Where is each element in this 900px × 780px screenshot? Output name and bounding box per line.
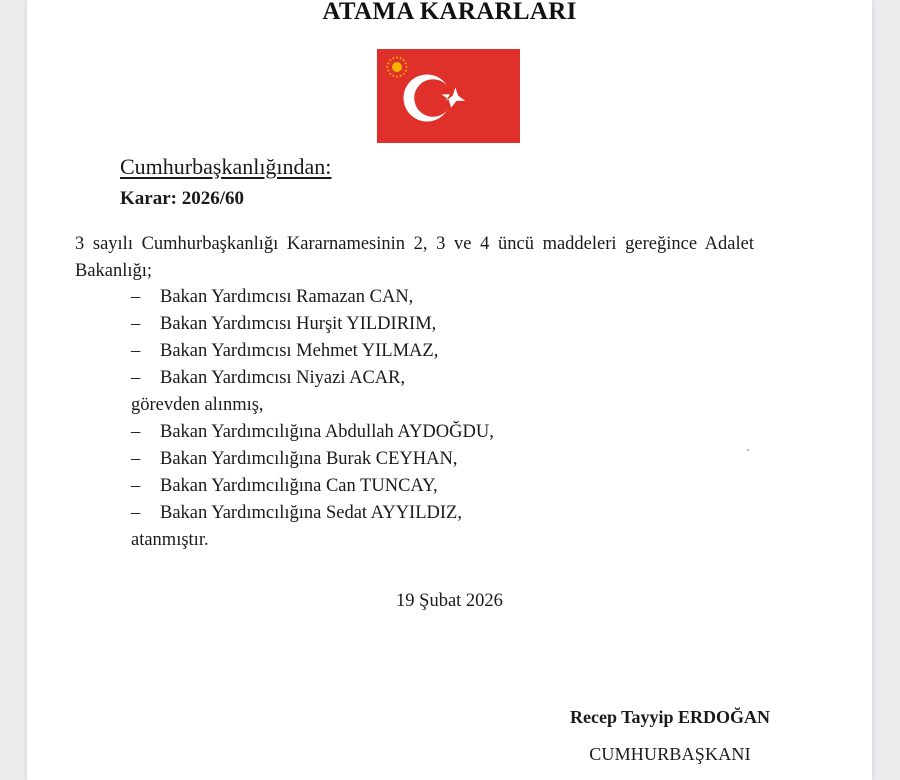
intro-paragraph [75,231,833,285]
issuer-heading: Cumhurbaşkanlığından: [120,154,332,179]
document-page [27,0,872,780]
emblem-star [406,66,408,68]
emblem-star [387,62,389,64]
emblem-star [389,59,391,61]
intro-line-2: Bakanlığı; [75,261,153,281]
emblem-star [392,75,394,77]
signer-title: CUMHURBAŞKANI [589,744,751,764]
emblem-star [396,76,398,78]
dash: – [131,422,141,442]
document-date: 19 Şubat 2026 [396,591,503,611]
list-item-text: Bakan Yardımcısı Mehmet YILMAZ, [160,341,439,361]
list-item-text: Bakan Yardımcılığına Can TUNCAY, [160,476,438,496]
dash: – [131,341,141,361]
emblem-star [403,59,405,61]
emblem-star [392,57,394,59]
dash: – [131,314,141,334]
appointed-suffix: atanmıştır. [131,530,209,550]
emblem-star [396,57,398,59]
emblem-star [387,70,389,72]
emblem-star [405,70,407,72]
list-item-text: Bakan Yardımcısı Hurşit YILDIRIM, [160,314,437,334]
removed-suffix: görevden alınmış, [131,395,264,415]
dash: – [131,503,141,523]
emblem-star [400,57,402,59]
emblem-star [389,73,391,75]
dash: – [131,449,141,469]
list-item-text: Bakan Yardımcılığına Burak CEYHAN, [160,449,458,469]
list-item-text: Bakan Yardımcılığına Sedat AYYILDIZ, [160,503,462,523]
intro-line-1: 3 sayılı Cumhurbaşkanlığı Kararnamesinin 2, 3 ve 4 üncü maddeleri gereğince Adalet [75,234,754,254]
scan-speck [747,449,749,451]
decision-number: Karar: 2026/60 [120,188,245,209]
dash: – [131,368,141,388]
dash: – [131,287,141,307]
list-item-text: Bakan Yardımcısı Niyazi ACAR, [160,368,406,388]
emblem-star [405,62,407,64]
signer-name: Recep Tayyip ERDOĞAN [569,707,771,727]
list-item-text: Bakan Yardımcılığına Abdullah AYDOĞDU, [160,422,494,442]
turkish-flag-icon [377,49,520,143]
dash: – [131,476,141,496]
list-item-text: Bakan Yardımcısı Ramazan CAN, [160,287,414,307]
emblem-star [400,75,402,77]
emblem-star [387,66,389,68]
emblem-star [403,73,405,75]
document-title: ATAMA KARARLARI [322,0,577,25]
